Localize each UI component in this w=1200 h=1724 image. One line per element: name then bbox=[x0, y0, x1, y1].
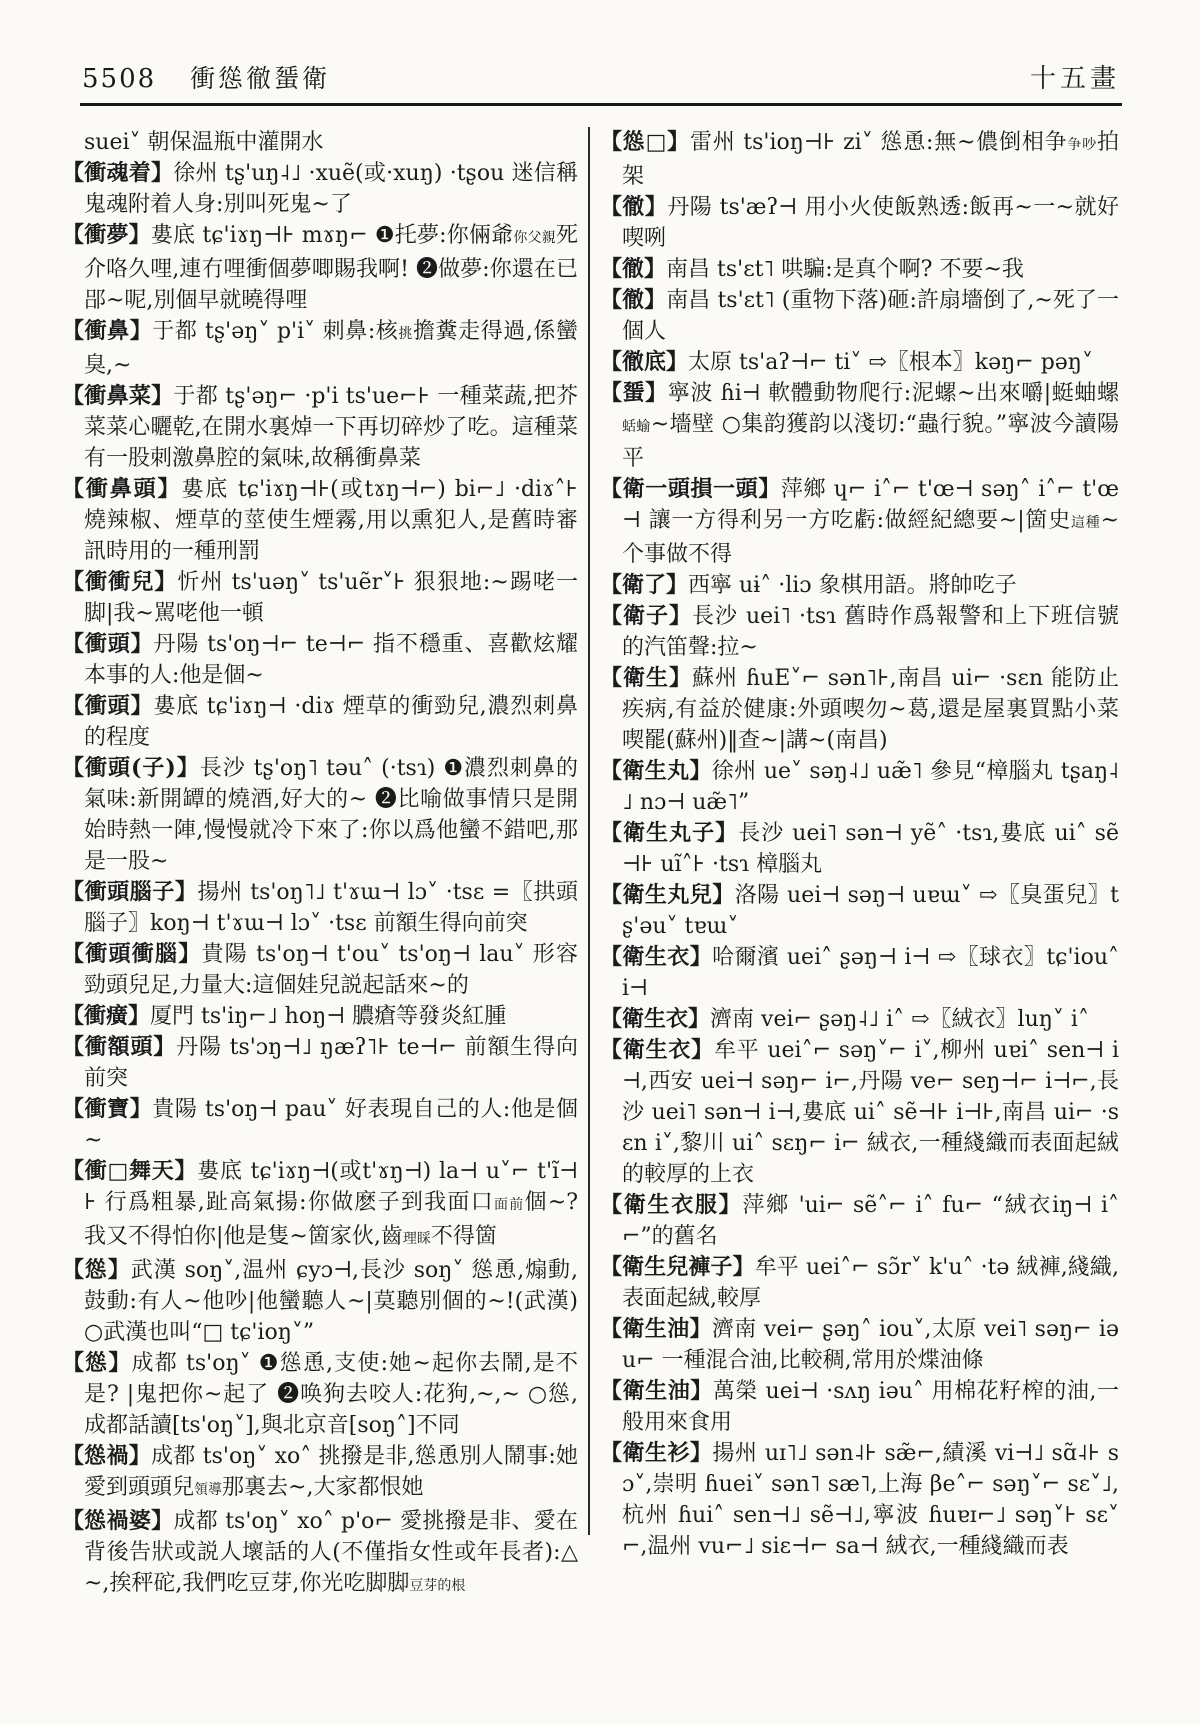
dictionary-entry bbox=[62, 158, 578, 220]
entry-text: 個~? 我又不得怕你|他是隻~箇家伙,齒 bbox=[84, 1190, 579, 1249]
entry-text: 貴陽 ts'oŋ⊣ t'ou˅ ts'oŋ⊣ lau˅ 形容勁頭兒足,力量大:這個娃兒説起話來~的 bbox=[84, 942, 578, 998]
entry-text: 武漢 soŋ˅,温州 ɕyɔ⊣,長沙 soŋ˅ 慫恿,煽動,鼓動:有人~他吵|他蠻聽人~|莫聽別個的~!(武漢) ○武漢也叫“□ tɕ'ioŋ˅” bbox=[84, 1258, 578, 1345]
dictionary-entry bbox=[600, 127, 1119, 192]
headword: 【衛生衫】 bbox=[600, 1440, 713, 1466]
dictionary-entry bbox=[62, 939, 578, 1001]
headword: 【慫】 bbox=[62, 1257, 131, 1283]
dictionary-entry bbox=[62, 567, 578, 629]
left-column bbox=[62, 127, 578, 1602]
headword: 【衛生衣】 bbox=[600, 944, 713, 970]
headword: 【慫禍婆】 bbox=[62, 1508, 174, 1534]
headword: 【衝□舞天】 bbox=[62, 1158, 198, 1184]
entry-text: 那裏去~,大家都恨她 bbox=[222, 1475, 424, 1500]
dictionary-entry bbox=[600, 378, 1119, 474]
headword: 【徹】 bbox=[600, 287, 667, 313]
headword: 【衛生衣】 bbox=[600, 1006, 711, 1032]
dictionary-entry bbox=[600, 1314, 1119, 1376]
entry-text: 拍架 bbox=[622, 130, 1119, 189]
headword: 【衝鼻】 bbox=[62, 318, 153, 344]
entry-text: 長沙 uei˥ ·tsɿ 舊時作爲報警和上下班信號的汽笛聲:拉~ bbox=[622, 604, 1119, 660]
headword: 【慫□】 bbox=[600, 129, 690, 155]
entry-text: 哈爾濱 uei˄ ʂəŋ⊣ i⊣ ⇨〖球衣〗tɕ'iou˄ i⊣ bbox=[622, 945, 1119, 1001]
entry-text: 婁底 tɕ'iɤŋ⊣⊦ mɤŋ⌐ ❶托夢:你倆爺 bbox=[150, 223, 514, 248]
page-number: 5508 bbox=[82, 64, 157, 94]
entry-text: 徐州 tʂ'uŋ˨˩ ·xuẽ(或·xuŋ) ·tʂou 迷信稱鬼魂附着人身:別叫死鬼~了 bbox=[84, 161, 578, 217]
gloss-annotation: 豆芽的根 bbox=[409, 1578, 466, 1594]
entry-text: 婁底 tɕ'iɤŋ⊣(或t'ɤŋ⊣) la⊣ u˅⌐ t'ĩ⊣⊦ 行爲粗暴,趾高氣揚:你做麽子到我面口 bbox=[84, 1159, 578, 1215]
entry-text: 牟平 uei˄⌐ sɔ̃r˅ k'u˄ ·tə 絨褲,綫織,表面起絨,較厚 bbox=[622, 1255, 1119, 1311]
headword: 【慫禍】 bbox=[62, 1443, 152, 1469]
entry-text: 萬榮 uei⊣ ·sʌŋ iəu˄ 用棉花籽榨的油,一般用來食用 bbox=[622, 1379, 1119, 1435]
entry-text: 丹陽 ts'oŋ⊣⌐ te⊣⌐ 指不穩重、喜歡炫耀本事的人:他是個~ bbox=[84, 632, 578, 688]
headword: 【衝衝兒】 bbox=[62, 569, 178, 595]
entry-text: 死介咯久哩,連冇哩衝個夢唧賜我啊! ❷做夢:你還在已郘~呢,別個早就曉得哩 bbox=[84, 223, 578, 313]
entry-text: 成都 ts'oŋ˅ ❶慫恿,支使:她~起你去鬧,是不是? |鬼把你~起了 ❷唤狗去咬人:花狗,~,~ ○慫,成都話讀[ts'oŋ˅],與北京音[soŋ˄]不同 bbox=[84, 1351, 578, 1438]
dictionary-entry bbox=[600, 880, 1119, 942]
headword: 【衝魂着】 bbox=[62, 160, 174, 186]
gloss-annotation: 理睬 bbox=[402, 1231, 431, 1247]
entry-text: ~墻壁 ○集韵獲韵以淺切:“蟲行貌。”寧波今讀陽平 bbox=[622, 412, 1120, 471]
headword: 【衝頭】 bbox=[62, 693, 154, 719]
dictionary-entry bbox=[62, 629, 578, 691]
dictionary-entry bbox=[62, 877, 578, 939]
entry-text: 濟南 vei⌐ ʂəŋ˨˩ i˄ ⇨〖絨衣〗luŋ˅ i˄ bbox=[710, 1007, 1089, 1032]
entry-text: 忻州 ts'uəŋ˅ ts'uẽr˅⊦ 狠狠地:~踢咾一脚|我~駡咾他一頓 bbox=[84, 570, 578, 626]
entry-text: 揚州 ts'oŋ˥˩ t'ɤɯ⊣ lɔ˅ ·tsɛ =〖拱頭腦子〗koŋ⊣ t'ɤɯ⊣ lɔ˅ ·tsɛ 前額生得向前突 bbox=[84, 880, 578, 936]
dictionary-entry bbox=[62, 381, 578, 474]
headword: 【衛生衣服】 bbox=[600, 1192, 743, 1218]
dictionary-entry bbox=[600, 663, 1119, 756]
entry-text: 于都 tʂ'əŋ˅ p'i˅ 刺鼻:核 bbox=[152, 319, 399, 344]
entry-text: 婁底 tɕ'iɤŋ⊣ ·diɤ 煙草的衝勁兒,濃烈刺鼻的程度 bbox=[84, 694, 578, 750]
entry-text: 于都 tʂ'əŋ⌐ ·p'i ts'ue⌐⊦ 一種菜蔬,把芥菜菜心曬乾,在開水裏焯一下再切碎炒了吃。這種菜有一股刺激鼻腔的氣味,故稱衝鼻菜 bbox=[84, 384, 578, 471]
dictionary-entry bbox=[62, 1032, 578, 1094]
headword: 【蜑】 bbox=[600, 380, 668, 406]
entry-text: 濟南 vei⌐ ʂəŋ˄ iou˅,太原 vei˥ səŋ⌐ iəu⌐ 一種混合油,比較稠,常用於煠油條 bbox=[622, 1317, 1119, 1373]
headword: 【衛生衣】 bbox=[600, 1037, 714, 1063]
entry-text: suei˅ 朝保温瓶中灌開水 bbox=[84, 130, 324, 155]
entry-text: 貴陽 ts'oŋ⊣ pau˅ 好表現自己的人:他是個~ bbox=[84, 1097, 578, 1153]
entry-text: 成都 ts'oŋ˅ xo˄ 挑撥是非,慫恿別人鬧事:她愛到頭頭兒 bbox=[84, 1444, 578, 1500]
headword: 【衛生油】 bbox=[600, 1316, 712, 1342]
continuation-line bbox=[62, 127, 578, 158]
dictionary-entry bbox=[62, 1094, 578, 1156]
entry-text: 南昌 ts'ɛt˥ 哄騙:是真个啊? 不要~我 bbox=[666, 257, 1024, 282]
headword: 【衛了】 bbox=[600, 572, 689, 598]
gloss-annotation: 面前 bbox=[493, 1197, 525, 1213]
dictionary-entry bbox=[600, 254, 1119, 285]
dictionary-entry bbox=[62, 1255, 578, 1348]
entry-text: 太原 ts'aʔ⊣⌐ ti˅ ⇨〖根本〗kəŋ⌐ pəŋ˅ bbox=[688, 350, 1093, 375]
entry-text: 西寧 uɨ˄ ·liɔ 象棋用語。將帥吃子 bbox=[688, 573, 1017, 598]
headword: 【衝寶】 bbox=[62, 1096, 153, 1122]
page-header bbox=[82, 58, 1120, 95]
headword: 【衝癀】 bbox=[62, 1003, 151, 1029]
dictionary-entry bbox=[600, 601, 1119, 663]
entry-text: 洛陽 uei⊣ səŋ⊣ uɐɯ˅ ⇨〖臭蛋兒〗tʂ'əu˅ tɐɯ˅ bbox=[622, 883, 1119, 939]
gloss-annotation: 這種 bbox=[1070, 515, 1101, 531]
dictionary-entry bbox=[600, 1252, 1119, 1314]
header-rule bbox=[80, 103, 1122, 106]
headword: 【慫】 bbox=[62, 1350, 132, 1376]
entry-text: 成都 ts'oŋ˅ xo˄ p'o⌐ 愛挑撥是非、愛在背後告狀或説人壞話的人(不僅指女性或年長者):△~,挨秤砣,我們吃豆芽,你光吃脚脚 bbox=[84, 1509, 578, 1596]
headword: 【衛生丸】 bbox=[600, 758, 712, 784]
dictionary-entry bbox=[62, 691, 578, 753]
dictionary-entry bbox=[600, 1035, 1119, 1190]
gloss-annotation: 領導 bbox=[194, 1482, 223, 1498]
headword: 【衝頭(子)】 bbox=[62, 755, 200, 781]
entry-text: 萍鄉 'ui⌐ sẽ˄⌐ i˄ fu⌐ “絨衣iŋ⊣ i˄⌐”的舊名 bbox=[622, 1193, 1119, 1249]
dictionary-entry bbox=[62, 753, 578, 877]
headword: 【衛生油】 bbox=[600, 1378, 713, 1404]
dictionary-entry bbox=[600, 1190, 1119, 1252]
entry-text: 丹陽 ts'æʔ⊣ 用小火使飯熟透:飯再~一~就好喫咧 bbox=[622, 195, 1119, 251]
entry-text: 揚州 uɪ˥˩ sən˨⊦ sæ̃⌐,績溪 vi⊣˩ sɑ̃˨⊦ sɔ˅,崇明 ɦuei˅ sən˥ sæ˥,上海 βe˄⌐ səŋ˅⌐ sɛ˅˩,杭州 ɦui˄ sen⊣˩ sẽ⊣˩,寧波 ɦuɐɪ⌐˩ səŋ˅⊦ sɛ˅⌐,温州 vu⌐˩ siɛ⊣⌐ sa⊣ 絨衣,一種綫織而表 bbox=[622, 1441, 1119, 1559]
dictionary-entry bbox=[600, 1004, 1119, 1035]
headword: 【徹】 bbox=[600, 194, 668, 220]
entry-text: 婁底 tɕ'iɤŋ⊣⊦(或tɤŋ⊣⌐) bi⌐˩ ·diɤ˄⊦ 燒辣椒、煙草的莖使生煙霧,用以熏犯人,是舊時審訊時用的一種刑罰 bbox=[84, 477, 578, 564]
dictionary-entry bbox=[600, 474, 1119, 570]
headword: 【徹】 bbox=[600, 256, 667, 282]
entry-text: 萍鄉 ɥ⌐ i˄⌐ t'œ⊣ səŋ˄ i˄⌐ t'œ⊣ 讓一方得利另一方吃虧:做經紀總要~|箇史 bbox=[622, 477, 1119, 533]
headword: 【衝頭腦子】 bbox=[62, 879, 198, 905]
dictionary-entry bbox=[600, 192, 1119, 254]
entry-text: 寧波 ɦi⊣ 軟體動物爬行:泥螺~出來嚼|蜓蚰螺 bbox=[667, 381, 1119, 406]
dictionary-entry bbox=[62, 474, 578, 567]
dictionary-entry bbox=[600, 285, 1119, 347]
entry-text: 雷州 ts'ioŋ⊣⊦ zi˅ 慫恿:無~儂倒相争 bbox=[689, 130, 1068, 155]
header-guide-words: 衝慫徹蜑衛 bbox=[190, 64, 331, 93]
headword: 【衝頭衝腦】 bbox=[62, 941, 202, 967]
dictionary-entry bbox=[62, 1348, 578, 1441]
entry-text: 牟平 uei˄⌐ səŋ˅⌐ i˅,柳州 uɐi˄ sen⊣ i⊣,西安 uei⊣ səŋ⌐ i⌐,丹陽 ve⌐ seŋ⊣⌐ i⊣⌐,長沙 uei˥ sən⊣ i⊣,婁底 ui˄ sẽ⊣⊦ i⊣⊦,南昌 ui⌐ ·sɛn i˅,黎川 ui˄ sɛŋ⌐ i⌐ 絨衣,一種綫織而表面起絨的較厚的上衣 bbox=[622, 1038, 1119, 1187]
dictionary-entry bbox=[600, 347, 1119, 378]
headword: 【徹底】 bbox=[600, 349, 689, 375]
headword: 【衛子】 bbox=[600, 603, 692, 629]
entry-text: 不得箇 bbox=[430, 1224, 497, 1249]
entry-text: 擔糞走得過,係蠻臭,~ bbox=[84, 319, 578, 378]
entry-text: 南昌 ts'ɛt˥ (重物下落)砸:許扇墻倒了,~死了一個人 bbox=[622, 288, 1119, 344]
entry-text: ~个事做不得 bbox=[622, 508, 1120, 567]
dictionary-entry bbox=[62, 1506, 578, 1602]
headword: 【衝夢】 bbox=[62, 222, 151, 248]
headword: 【衛生】 bbox=[600, 665, 692, 691]
dictionary-entry bbox=[62, 316, 578, 381]
dictionary-entry bbox=[62, 1156, 578, 1255]
headword: 【衛一頭損一頭】 bbox=[600, 476, 781, 502]
entry-text: 徐州 ue˅ səŋ˨˩ uæ̃˥ 參見“樟腦丸 tʂaŋ˨˩ nɔ⊣ uæ̃˥” bbox=[622, 759, 1119, 815]
dictionary-entry bbox=[62, 1001, 578, 1032]
headword: 【衛生丸子】 bbox=[600, 820, 739, 846]
headword: 【衛生丸兒】 bbox=[600, 882, 735, 908]
right-column bbox=[600, 127, 1119, 1562]
dictionary-entry bbox=[600, 570, 1119, 601]
gloss-annotation: 争吵 bbox=[1067, 137, 1097, 153]
headword: 【衝鼻菜】 bbox=[62, 383, 174, 409]
headword: 【衝額頭】 bbox=[62, 1034, 177, 1060]
dictionary-entry bbox=[600, 1438, 1119, 1562]
dictionary-entry bbox=[600, 818, 1119, 880]
entry-text: 丹陽 ts'ɔŋ⊣˩ ŋæʔ˥⊦ te⊣⌐ 前額生得向前突 bbox=[84, 1035, 578, 1091]
column-divider bbox=[588, 127, 590, 1535]
gloss-annotation: 你父親 bbox=[513, 230, 556, 246]
dictionary-entry bbox=[62, 1441, 578, 1506]
header-left bbox=[82, 59, 330, 95]
dictionary-entry bbox=[600, 756, 1119, 818]
headword: 【衛生兒褲子】 bbox=[600, 1254, 755, 1280]
dictionary-entry bbox=[62, 220, 578, 316]
dictionary-entry bbox=[600, 1376, 1119, 1438]
entry-text: 蘇州 ɦuE˅⌐ sən˥⊦,南昌 ui⌐ ·sɛn 能防止疾病,有益於健康:外頭喫勿~葛,還是屋裏買點小菜喫罷(蘇州)‖查~|講~(南昌) bbox=[622, 666, 1119, 753]
headword: 【衝頭】 bbox=[62, 631, 154, 657]
entry-text: 厦門 ts'iŋ⌐˩ hoŋ⊣ 膿瘡等發炎紅腫 bbox=[150, 1004, 507, 1029]
gloss-annotation: 挑 bbox=[398, 326, 413, 342]
stroke-count-section: 十五畫 bbox=[1029, 64, 1120, 94]
entry-text: 長沙 tʂ'oŋ˥ təu˄ (·tsɿ) ❶濃烈刺鼻的氣味:新開罈的燒酒,好大的~ ❷比喻做事情只是開始時熱一陣,慢慢就冷下來了:你以爲他蠻不錯吧,那是一股~ bbox=[84, 756, 578, 874]
dictionary-entry bbox=[600, 942, 1119, 1004]
gloss-annotation: 蛞蝓 bbox=[622, 419, 651, 435]
entry-text: 長沙 uei˥ sən⊣ yẽ˄ ·tsɿ,婁底 ui˄ sẽ⊣⊦ uĩ˄⊦ ·tsɿ 樟腦丸 bbox=[622, 821, 1119, 877]
headword: 【衝鼻頭】 bbox=[62, 476, 182, 502]
